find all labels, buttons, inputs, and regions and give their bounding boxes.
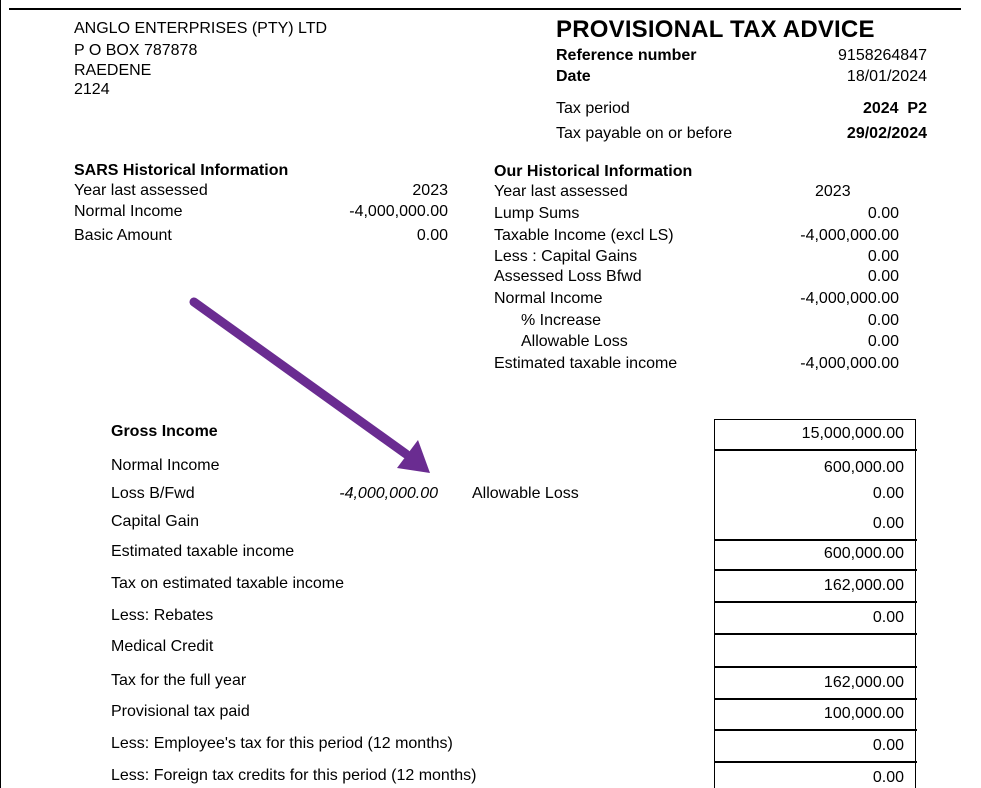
date-value: 18/01/2024 (846, 68, 927, 85)
row-divider (714, 729, 917, 731)
ours-row-value: -4,000,000.00 (800, 355, 899, 372)
row-divider (714, 569, 917, 571)
due-date-label: Tax payable on or before (556, 125, 733, 142)
ours-row-value: 0.00 (867, 248, 899, 265)
address-line-2: RAEDENE (74, 62, 152, 79)
ours-year-label: Year last assessed (494, 183, 628, 200)
address-line-3: 2124 (74, 81, 110, 98)
ours-row-label: Lump Sums (494, 205, 580, 222)
ours-row-value: -4,000,000.00 (800, 290, 899, 307)
ours-row-label: Allowable Loss (521, 333, 628, 350)
row-divider (714, 539, 917, 541)
gross-income-value: 15,000,000.00 (801, 425, 904, 442)
tax-period-label: Tax period (556, 100, 630, 117)
address-line-1: P O BOX 787878 (74, 42, 198, 59)
ours-row-value: 0.00 (867, 312, 899, 329)
normal-income-value: 600,000.00 (823, 459, 904, 476)
provisional-tax-paid-label: Provisional tax paid (111, 703, 250, 720)
ours-row-label: Assessed Loss Bfwd (494, 268, 642, 285)
employee-tax-label: Less: Employee's tax for this period (12 months) (111, 735, 453, 752)
reference-value: 9158264847 (838, 47, 927, 64)
loss-bfwd-label: Loss B/Fwd (111, 485, 195, 502)
tax-on-estimated-value: 162,000.00 (823, 577, 904, 594)
normal-income-label: Normal Income (111, 457, 220, 474)
row-divider (714, 449, 917, 451)
estimated-taxable-income-label: Estimated taxable income (111, 543, 295, 560)
row-divider (714, 698, 917, 700)
provisional-tax-paid-value: 100,000.00 (823, 705, 904, 722)
foreign-tax-credits-value: 0.00 (872, 769, 904, 786)
rebates-label: Less: Rebates (111, 607, 214, 624)
date-label: Date (556, 68, 591, 85)
capital-gain-value: 0.00 (872, 515, 904, 532)
ours-row-label: Estimated taxable income (494, 355, 678, 372)
estimated-taxable-income-value: 600,000.00 (823, 545, 904, 562)
due-date-value: 29/02/2024 (846, 125, 927, 142)
ours-row-value: 0.00 (867, 268, 899, 285)
company-name: ANGLO ENTERPRISES (PTY) LTD (74, 20, 328, 37)
ours-row-value: 0.00 (867, 333, 899, 350)
employee-tax-value: 0.00 (872, 737, 904, 754)
sars-row-label: Basic Amount (74, 227, 172, 244)
ours-heading: Our Historical Information (494, 163, 693, 180)
row-divider (714, 666, 917, 668)
ours-row-label: Less : Capital Gains (494, 248, 638, 265)
foreign-tax-credits-label: Less: Foreign tax credits for this period (12 months) (111, 767, 477, 784)
ours-row-label: % Increase (521, 312, 602, 329)
sars-row-value: -4,000,000.00 (349, 203, 448, 220)
ours-year-value: 2023 (815, 183, 851, 200)
tax-period-value: 2024 P2 (862, 100, 927, 117)
medical-credit-label: Medical Credit (111, 638, 214, 655)
rebates-value: 0.00 (872, 609, 904, 626)
row-divider (714, 633, 917, 635)
sars-row-label: Normal Income (74, 203, 183, 220)
page-title: PROVISIONAL TAX ADVICE (556, 16, 875, 43)
reference-label: Reference number (556, 47, 697, 64)
capital-gain-label: Capital Gain (111, 513, 200, 530)
sars-row-value: 0.00 (416, 227, 448, 244)
ours-row-label: Taxable Income (excl LS) (494, 227, 674, 244)
loss-bfwd-value: -4,000,000.00 (339, 485, 438, 502)
arrow-shaft (194, 302, 406, 454)
row-divider (714, 601, 917, 603)
sars-row-label: Year last assessed (74, 182, 208, 199)
tax-on-estimated-label: Tax on estimated taxable income (111, 575, 345, 592)
tax-full-year-label: Tax for the full year (111, 672, 247, 689)
tax-full-year-value: 162,000.00 (823, 674, 904, 691)
ours-row-value: -4,000,000.00 (800, 227, 899, 244)
gross-income-label: Gross Income (111, 423, 218, 440)
ours-row-value: 0.00 (867, 205, 899, 222)
ours-row-label: Normal Income (494, 290, 603, 307)
allowable-loss-label: Allowable Loss (472, 485, 579, 502)
sars-heading: SARS Historical Information (74, 162, 289, 179)
sars-row-value: 2023 (412, 182, 448, 199)
allowable-loss-value: 0.00 (872, 485, 904, 502)
row-divider (714, 761, 917, 763)
